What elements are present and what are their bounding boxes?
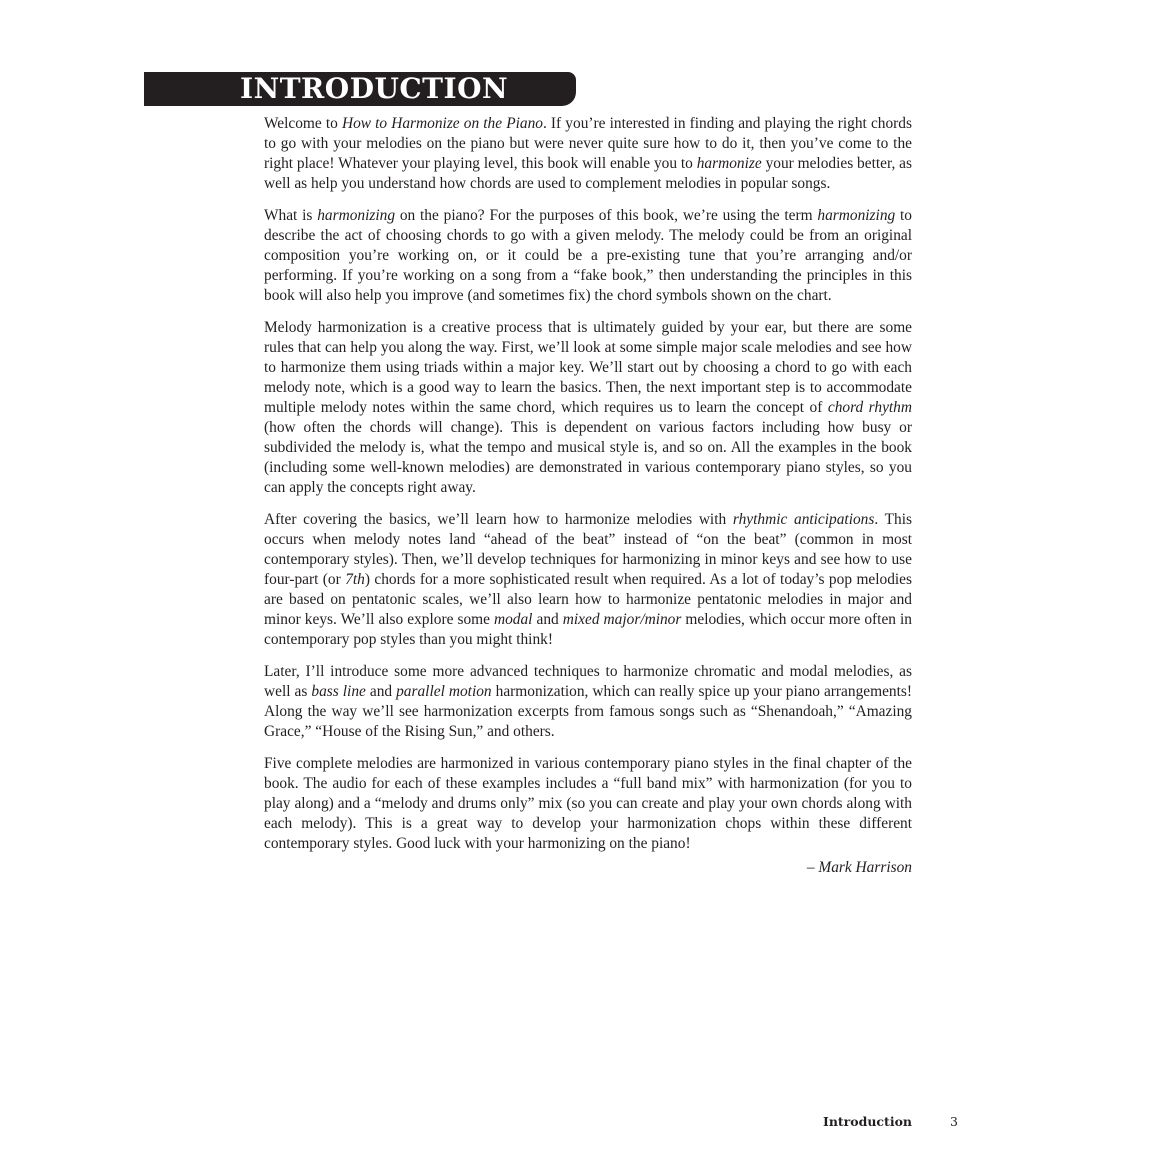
text-run-3-3: (how often the chords will change). This is dependent on various factors including how busy or subdivided the melody is, what the tempo and musical style is, and so on. All the examples in the book (including some well-known melodies) are demonstrated in various contemporary piano styles, so you can apply the concepts right away. [264,419,912,496]
author-signature: – Mark Harrison [806,859,912,876]
chapter-title: INTRODUCTION [240,72,509,105]
text-run-2-3: on the piano? For the purposes of this book, we’re using the term [395,207,818,224]
text-run-3-1: Melody harmonization is a creative process that is ultimately guided by your ear, but there are some rules that can help you along the way. First, we’ll look at some simple major scale melodies and see how to harmonize them using triads within a major key. We’ll start out by choosing a chord to go with each melody note, which is a good way to learn the basics. Then, the next important step is to accommodate multiple melody notes within the same chord, which requires us to learn the concept of [264,319,912,416]
paragraph-6 [264,754,912,854]
italic-text-4-4: 7th [345,571,365,588]
italic-text-1-2: How to Harmonize on the Piano [341,115,543,132]
text-run-4-9: melodies, which occur more often in contemporary pop styles than you might think! [264,611,912,648]
italic-text-4-2: rhythmic anticipations [732,511,875,528]
italic-text-3-2: chord rhythm [827,399,912,416]
paragraph-3 [264,318,912,498]
text-run-5-1: Later, I’ll introduce some more advanced techniques to harmonize chromatic and modal melodies, as well as [264,663,912,700]
text-run-4-1: After covering the basics, we’ll learn how to harmonize melodies with [264,511,733,528]
italic-text-5-4: parallel motion [396,683,492,700]
italic-text-4-6: modal [493,611,533,628]
chapter-title-banner [144,72,576,106]
text-run-1-5: your melodies better, as well as help you understand how chords are used to complement melodies in popular songs. [264,155,912,192]
paragraph-1 [264,114,912,194]
text-run-4-7: and [532,611,563,628]
text-run-4-5: ) chords for a more sophisticated result when required. As a lot of today’s pop melodies are based on pentatonic scales, we’ll also learn how to harmonize pentatonic melodies in major and minor keys. We’ll also explore some [264,571,913,628]
italic-text-2-4: harmonizing [817,207,896,224]
italic-text-5-2: bass line [311,683,366,700]
introduction-body [264,114,912,878]
paragraph-4 [264,510,912,650]
text-run-5-5: harmonization, which can really spice up your piano arrangements! Along the way we’ll see harmonization excerpts from famous songs such as “Shenandoah,” “Amazing Grace,” “House of the Rising Sun,” and others. [264,683,912,740]
italic-text-4-8: mixed major/minor [562,611,682,628]
text-run-1-3: . If you’re interested in finding and playing the right chords to go with your melodies on the piano but were never quite sure how to do it, then you’ve come to the right place! Whatever your playing level, this book will enable you to [264,115,912,172]
italic-text-1-4: harmonize [696,155,762,172]
text-run-2-5: to describe the act of choosing chords to go with a given melody. The melody could be from an original composition you’re working on, or it could be a pre-existing tune that you’re arranging and/or performing. If you’re working on a song from a “fake book,” then understanding the principles in this book will also help you improve (and sometimes fix) the chord symbols shown on the chart. [264,207,912,304]
text-run-6-1: Five complete melodies are harmonized in various contemporary piano styles in the final chapter of the book. The audio for each of these examples includes a “full band mix” with harmonization (for you to play along) and a “melody and drums only” mix (so you can create and play your own chords along with each melody). This is a great way to develop your harmonization chops within these different contemporary styles. Good luck with your harmonizing on the piano! [264,755,912,852]
footer-section-name: Introduction [822,1114,912,1129]
text-run-5-3: and [365,683,397,700]
paragraph-2 [264,206,912,306]
text-run-1-1: Welcome to [264,115,342,132]
page-number: 3 [950,1114,958,1129]
paragraph-5 [264,662,912,742]
text-run-4-3: . This occurs when melody notes land “ahead of the beat” instead of “on the beat” (common in most contemporary styles). Then, we’ll develop techniques for harmonizing in minor keys and see how to use four-part (or [264,511,912,588]
italic-text-2-2: harmonizing [317,207,396,224]
text-run-2-1: What is [264,207,318,224]
